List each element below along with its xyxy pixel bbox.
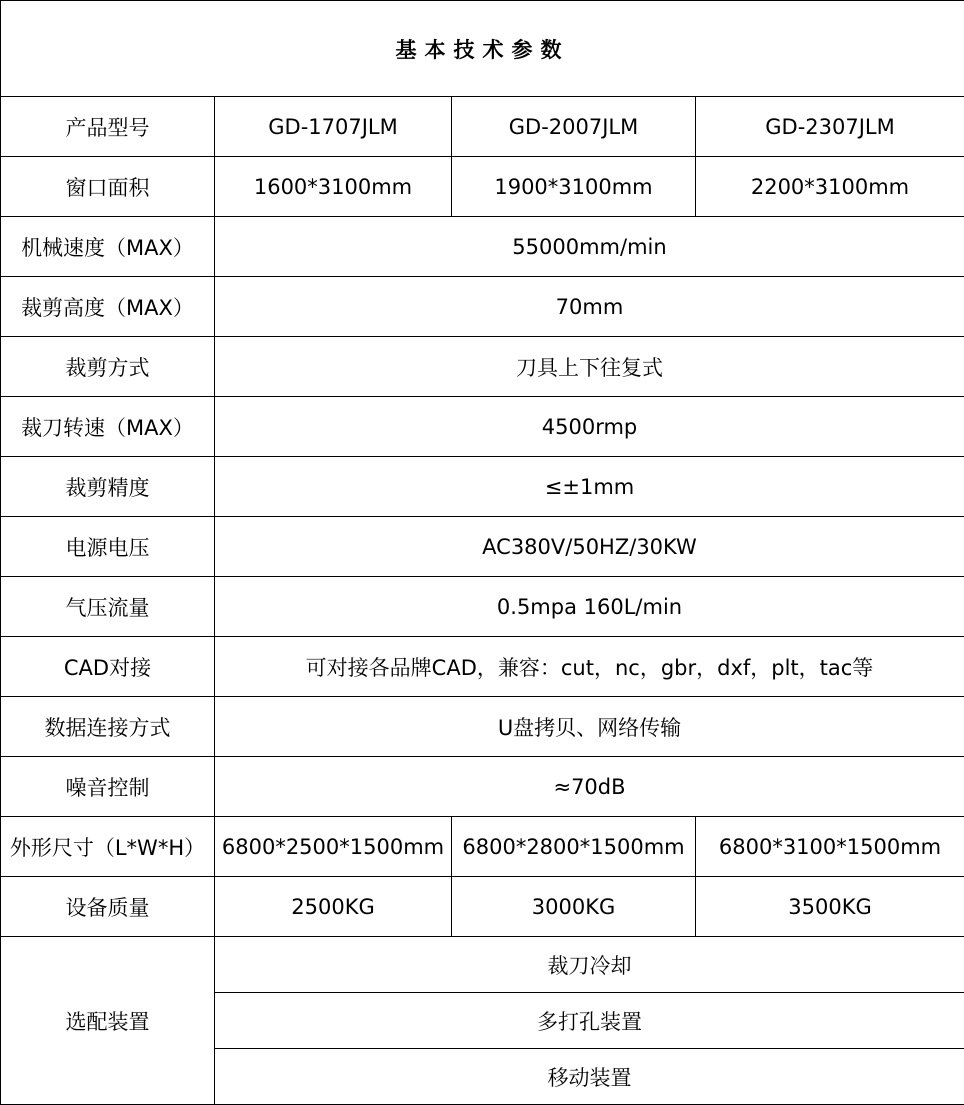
spec-row: [1, 637, 964, 697]
row-value: U盘拷贝、网络传输: [215, 697, 964, 757]
row-label: 机械速度（MAX）: [1, 217, 215, 277]
spec-row: [1, 697, 964, 757]
weight-cell: 3000KG: [452, 877, 696, 937]
row-value: 可对接各品牌CAD，兼容：cut，nc，gbr，dxf，plt，tac等: [215, 637, 964, 697]
title-row: [1, 1, 964, 97]
spec-row: [1, 397, 964, 457]
row-value: ≤±1mm: [215, 457, 964, 517]
spec-row: [1, 217, 964, 277]
dimension-cell: 6800*2500*1500mm: [215, 817, 452, 877]
weight-cell: 2500KG: [215, 877, 452, 937]
spec-row: [1, 757, 964, 817]
dimension-cell: 6800*2800*1500mm: [452, 817, 696, 877]
row-value: ≈70dB: [215, 757, 964, 817]
weight-cell: 3500KG: [696, 877, 964, 937]
window-area-row: [1, 157, 964, 217]
option-item: 移动装置: [215, 1049, 964, 1105]
option-item: 裁刀冷却: [215, 937, 964, 993]
row-label: 外形尺寸（L*W*H）: [1, 817, 215, 877]
option-item: 多打孔装置: [215, 993, 964, 1049]
dimension-cell: 6800*3100*1500mm: [696, 817, 964, 877]
row-label: 裁剪方式: [1, 337, 215, 397]
dimensions-row: [1, 817, 964, 877]
window-area-cell: 1900*3100mm: [452, 157, 696, 217]
spec-row: [1, 277, 964, 337]
row-label: 选配装置: [1, 937, 215, 1105]
spec-row: [1, 457, 964, 517]
row-value: 刀具上下往复式: [215, 337, 964, 397]
options-row: [1, 937, 964, 993]
spec-row: [1, 577, 964, 637]
row-value: 55000mm/min: [215, 217, 964, 277]
row-value: AC380V/50HZ/30KW: [215, 517, 964, 577]
row-label: CAD对接: [1, 637, 215, 697]
row-value: 0.5mpa 160L/min: [215, 577, 964, 637]
row-label: 气压流量: [1, 577, 215, 637]
weight-row: [1, 877, 964, 937]
row-label: 噪音控制: [1, 757, 215, 817]
models-row: [1, 97, 964, 157]
row-label: 设备质量: [1, 877, 215, 937]
model-cell: GD-1707JLM: [215, 97, 452, 157]
model-cell: GD-2007JLM: [452, 97, 696, 157]
row-label: 电源电压: [1, 517, 215, 577]
spec-row: [1, 517, 964, 577]
row-label: 产品型号: [1, 97, 215, 157]
row-label: 裁剪精度: [1, 457, 215, 517]
row-label: 裁剪高度（MAX）: [1, 277, 215, 337]
row-value: 70mm: [215, 277, 964, 337]
window-area-cell: 2200*3100mm: [696, 157, 964, 217]
row-label: 窗口面积: [1, 157, 215, 217]
row-value: 4500rmp: [215, 397, 964, 457]
row-label: 数据连接方式: [1, 697, 215, 757]
table-title: 基本技术参数: [1, 1, 964, 97]
spec-row: [1, 337, 964, 397]
model-cell: GD-2307JLM: [696, 97, 964, 157]
row-label: 裁刀转速（MAX）: [1, 397, 215, 457]
window-area-cell: 1600*3100mm: [215, 157, 452, 217]
